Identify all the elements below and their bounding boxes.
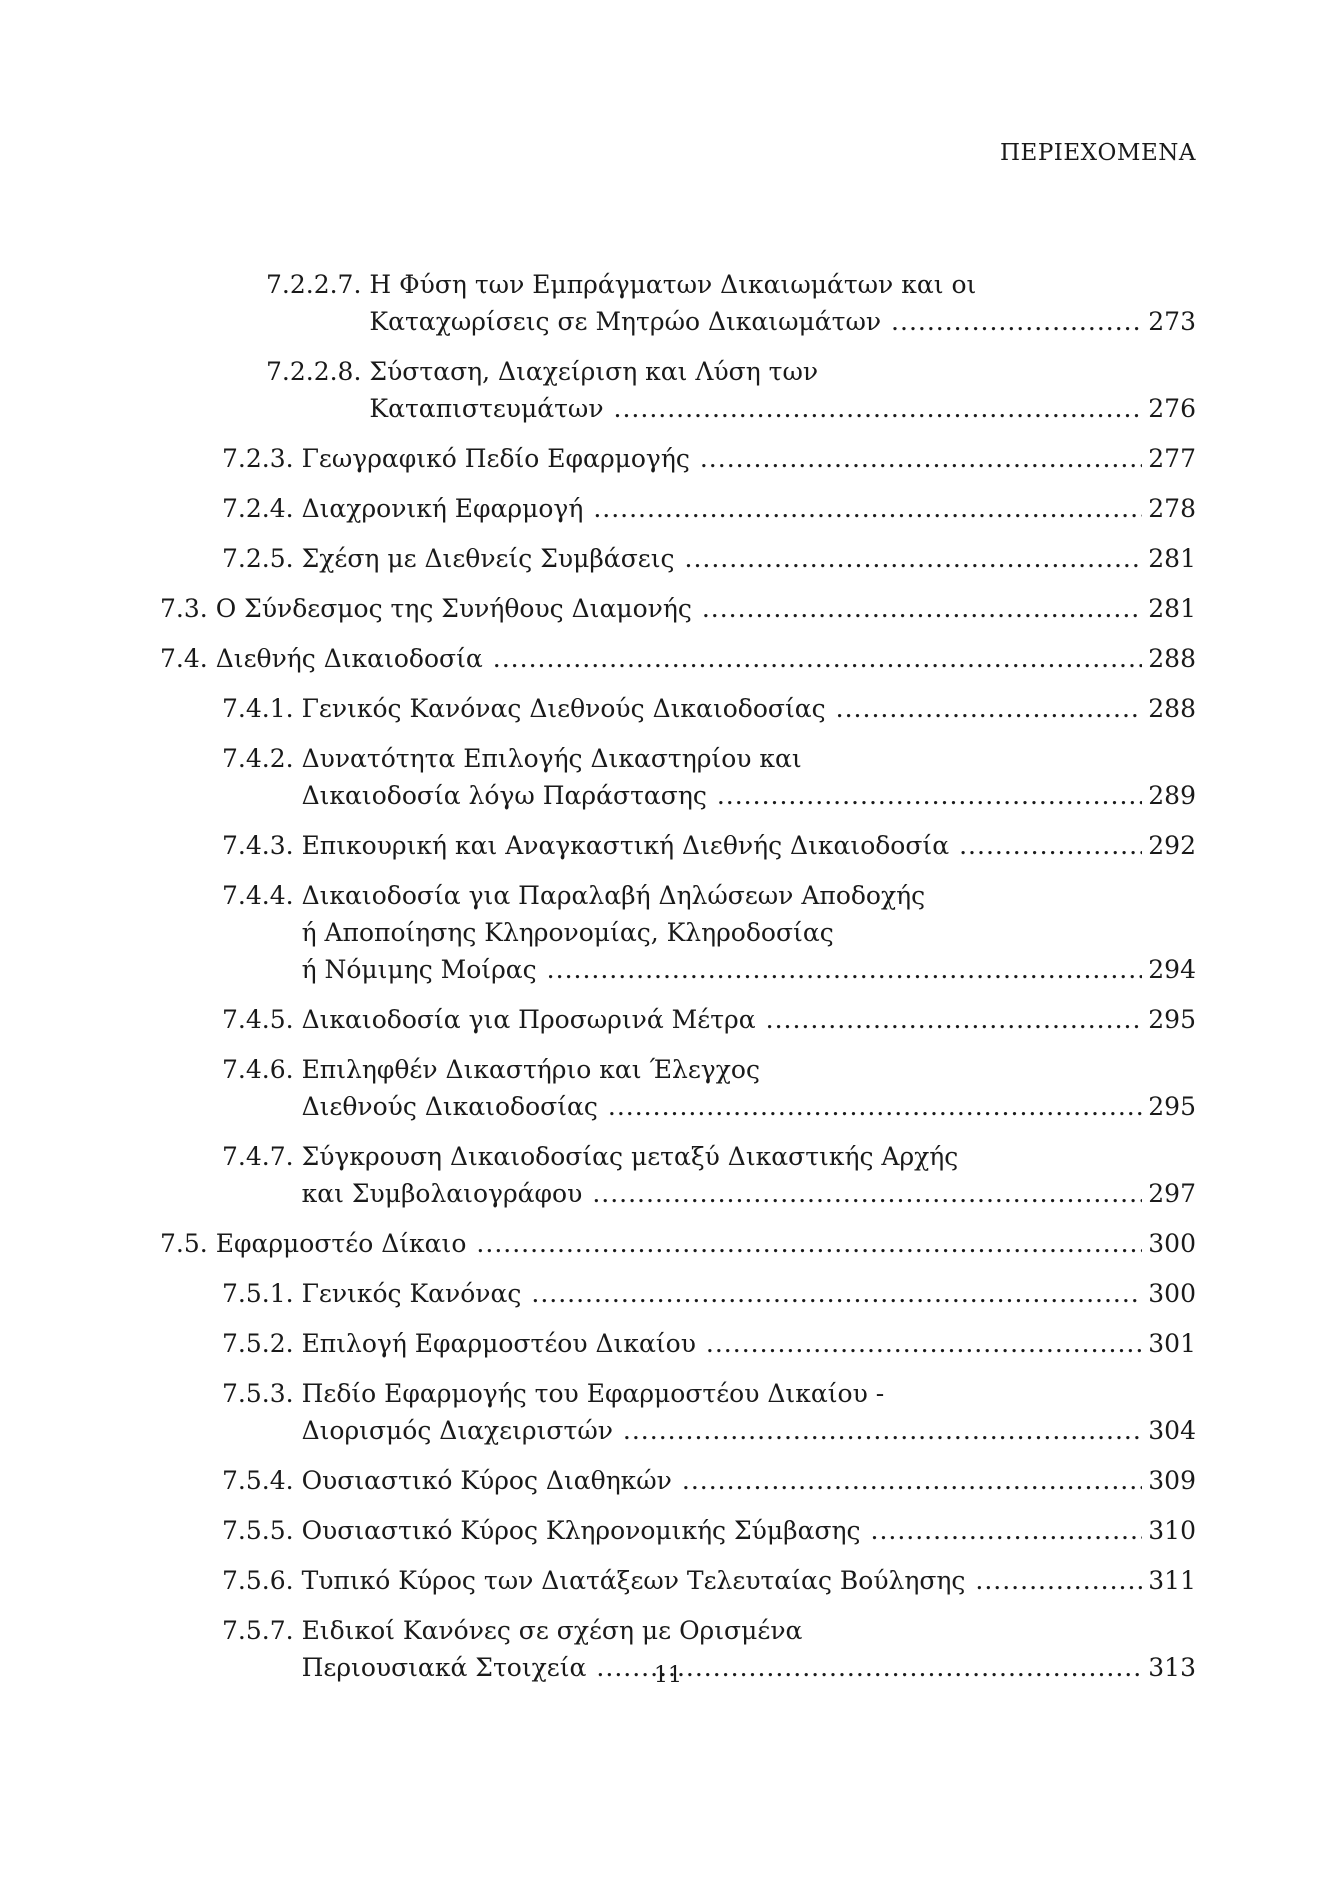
toc-entry-last-line — [302, 1088, 1196, 1125]
toc-entry-title-line: Διαχρονική Εφαρμογή — [301, 494, 584, 523]
toc-entry-number: 7.4. — [160, 644, 208, 673]
toc-entry-title — [302, 827, 1196, 864]
toc-entry-title-line: Ειδικοί Κανόνες σε σχέση με Ορισμένα — [301, 1616, 803, 1645]
toc-entry — [160, 540, 1196, 577]
toc-entry-title-line: Δικαιοδοσία λόγω Παράστασης — [301, 781, 707, 810]
running-header: ΠΕΡΙΕΧΟΜΕΝΑ — [999, 140, 1196, 166]
dot-leader — [766, 1001, 1143, 1038]
toc-entry-page: 288 — [1148, 644, 1196, 673]
toc-entry-page: 304 — [1148, 1416, 1196, 1445]
toc-entry-title-line: Καταχωρίσεις σε Μητρώο Δικαιωμάτων — [369, 307, 882, 336]
toc-entry-page: 277 — [1148, 444, 1196, 473]
toc-entry-last-line — [302, 490, 1196, 527]
toc-entry-last-line — [302, 827, 1196, 864]
toc-entry — [160, 877, 1196, 988]
toc-entry-page: 300 — [1148, 1229, 1196, 1258]
toc-entry-page: 273 — [1148, 307, 1196, 336]
toc-entry-number: 7.5.2. — [222, 1329, 294, 1358]
toc-entry-title — [302, 1325, 1196, 1362]
dot-leader — [493, 640, 1143, 677]
toc-entry-number: 7.5. — [160, 1229, 208, 1258]
toc-entry — [160, 640, 1196, 677]
toc-entry-title-line: Σύγκρουση Δικαιοδοσίας μεταξύ Δικαστικής Αρχής — [301, 1142, 959, 1171]
toc-entry-title-line: Γεωγραφικό Πεδίο Εφαρμογής — [301, 444, 690, 473]
toc-entry-title-line: Γενικός Κανόνας — [301, 1279, 522, 1308]
toc-entry-number: 7.4.6. — [222, 1055, 294, 1084]
dot-leader — [685, 540, 1143, 577]
toc-entry-page: 281 — [1148, 544, 1196, 573]
toc-entry-number: 7.5.1. — [222, 1279, 294, 1308]
toc-entry-number: 7.4.3. — [222, 831, 294, 860]
toc-entry — [160, 690, 1196, 727]
toc-entry-title — [302, 877, 1196, 988]
toc-entry — [160, 1275, 1196, 1312]
dot-leader — [959, 827, 1142, 864]
toc-entry-title-line: Εφαρμοστέο Δίκαιο — [215, 1229, 467, 1258]
toc-entry-title — [302, 1001, 1196, 1038]
toc-entry-page: 294 — [1148, 955, 1196, 984]
toc-entry-title — [216, 640, 1196, 677]
toc-entry-last-line — [302, 440, 1196, 477]
toc-entry — [160, 740, 1196, 814]
toc-entry-title-line: Επιλογή Εφαρμοστέου Δικαίου — [301, 1329, 696, 1358]
toc-entry-title — [302, 1375, 1196, 1449]
toc-entry-number: 7.5.5. — [222, 1516, 294, 1545]
toc-entry-page: 288 — [1148, 694, 1196, 723]
toc-entry-number: 7.5.7. — [222, 1616, 294, 1645]
toc-entry-title — [302, 1462, 1196, 1499]
dot-leader — [614, 390, 1143, 427]
toc-entry — [160, 1512, 1196, 1549]
toc-entry-title — [302, 1138, 1196, 1212]
toc-entry-number: 7.4.5. — [222, 1005, 294, 1034]
toc-entry-title-line: Πεδίο Εφαρμογής του Εφαρμοστέου Δικαίου - — [301, 1379, 885, 1408]
toc-entry-title — [302, 690, 1196, 727]
toc-entry-number: 7.3. — [160, 594, 208, 623]
dot-leader — [682, 1462, 1142, 1499]
toc-entry-title-line: Ο Σύνδεσμος της Συνήθους Διαμονής — [215, 594, 692, 623]
toc-entry-title-line: Δικαιοδοσία για Προσωρινά Μέτρα — [301, 1005, 756, 1034]
toc-entry-title-line: και Συμβολαιογράφου — [301, 1179, 583, 1208]
toc-entry-title — [302, 1562, 1196, 1599]
toc-entry-last-line — [302, 540, 1196, 577]
toc-entry-last-line — [216, 640, 1196, 677]
toc-entry — [160, 1225, 1196, 1262]
toc-entry-last-line — [369, 390, 1196, 427]
toc-entry-page: 292 — [1148, 831, 1196, 860]
toc-entry — [160, 827, 1196, 864]
toc-entry-page: 309 — [1148, 1466, 1196, 1495]
dot-leader — [592, 1175, 1142, 1212]
dot-leader — [623, 1412, 1142, 1449]
toc-entry — [160, 1375, 1196, 1449]
toc-entry-title — [302, 1275, 1196, 1312]
toc-entry-title-line: Τυπικό Κύρος των Διατάξεων Τελευταίας Βούλησης — [301, 1566, 966, 1595]
dot-leader — [702, 590, 1142, 627]
toc-entry-page: 310 — [1148, 1516, 1196, 1545]
toc-entry-number: 7.5.3. — [222, 1379, 294, 1408]
toc-entry — [160, 1138, 1196, 1212]
toc-entry-last-line — [302, 951, 1196, 988]
dot-leader — [608, 1088, 1142, 1125]
toc-entry — [160, 1001, 1196, 1038]
toc-entry-last-line — [369, 303, 1196, 340]
toc-entry-last-line — [302, 1512, 1196, 1549]
toc-entry-last-line — [302, 1412, 1196, 1449]
toc-entry — [160, 266, 1196, 340]
toc-entry-number: 7.4.4. — [222, 881, 294, 910]
toc-entry-title-line: Δικαιοδοσία για Παραλαβή Δηλώσεων Αποδοχής — [301, 881, 926, 910]
dot-leader — [891, 303, 1142, 340]
toc-entry-title-line: ή Νόμιμης Μοίρας — [301, 955, 537, 984]
toc-entry-number: 7.5.4. — [222, 1466, 294, 1495]
dot-leader — [593, 490, 1142, 527]
toc-entry-title-line: Επικουρική και Αναγκαστική Διεθνής Δικαιοδοσία — [301, 831, 950, 860]
toc-entry — [160, 353, 1196, 427]
toc-entry — [160, 490, 1196, 527]
toc-entry-page: 289 — [1148, 781, 1196, 810]
toc-entry-title — [302, 440, 1196, 477]
toc-entry-title-line: Γενικός Κανόνας Διεθνούς Δικαιοδοσίας — [301, 694, 826, 723]
toc-entry-title — [302, 540, 1196, 577]
toc-entry-page: 278 — [1148, 494, 1196, 523]
toc-entry-title-line: Διεθνούς Δικαιοδοσίας — [301, 1092, 598, 1121]
toc-entry — [160, 1051, 1196, 1125]
toc-entry-page: 313 — [1148, 1653, 1196, 1682]
toc-entry-number: 7.2.2.7. — [266, 270, 362, 299]
toc-entry-title — [216, 590, 1196, 627]
toc-entry-title-line: Περιουσιακά Στοιχεία — [301, 1653, 587, 1682]
toc-entry-number: 7.4.2. — [222, 744, 294, 773]
toc-entry — [160, 1325, 1196, 1362]
toc-entry-last-line — [302, 1325, 1196, 1362]
toc-entry-last-line — [302, 1175, 1196, 1212]
toc-entry-last-line — [302, 1275, 1196, 1312]
toc-entry-last-line — [216, 1225, 1196, 1262]
toc-entry-title-line: Σχέση με Διεθνείς Συμβάσεις — [301, 544, 675, 573]
toc-entry-title-line: Διορισμός Διαχειριστών — [301, 1416, 613, 1445]
toc-entry-title-line: Σύσταση, Διαχείριση και Λύση των — [369, 357, 819, 386]
toc-entry-last-line — [302, 777, 1196, 814]
toc-entry-title-line: Η Φύση των Εμπράγματων Δικαιωμάτων και οι — [369, 270, 977, 299]
toc-entry-title-line: Καταπιστευμάτων — [369, 394, 604, 423]
toc-entry-title-line: Ουσιαστικό Κύρος Κληρονομικής Σύμβασης — [301, 1516, 861, 1545]
toc-entry-page: 295 — [1148, 1005, 1196, 1034]
toc-entry-page: 297 — [1148, 1179, 1196, 1208]
toc-entry-title-line: Δυνατότητα Επιλογής Δικαστηρίου και — [301, 744, 802, 773]
toc-entry-title — [302, 1051, 1196, 1125]
dot-leader — [975, 1562, 1142, 1599]
toc-entry-title-line: Ουσιαστικό Κύρος Διαθηκών — [301, 1466, 672, 1495]
toc-entry-page: 300 — [1148, 1279, 1196, 1308]
toc-entry-number: 7.2.5. — [222, 544, 294, 573]
toc-entry-last-line — [302, 1001, 1196, 1038]
dot-leader — [547, 951, 1143, 988]
toc-entry-title-line: Επιληφθέν Δικαστήριο και Έλεγχος — [301, 1055, 760, 1084]
toc-entry-page: 295 — [1148, 1092, 1196, 1121]
toc-entry-last-line — [216, 590, 1196, 627]
toc-entry-page: 281 — [1148, 594, 1196, 623]
dot-leader — [706, 1325, 1142, 1362]
toc-entry-title-line: Διεθνής Δικαιοδοσία — [215, 644, 483, 673]
toc-entry-number: 7.2.2.8. — [266, 357, 362, 386]
dot-leader — [700, 440, 1142, 477]
dot-leader — [836, 690, 1143, 727]
toc-entry — [160, 1462, 1196, 1499]
toc-entry — [160, 590, 1196, 627]
toc-entry-number: 7.4.1. — [222, 694, 294, 723]
toc-entry-title — [369, 266, 1196, 340]
toc-entry-number: 7.2.3. — [222, 444, 294, 473]
toc-entry-title — [302, 740, 1196, 814]
toc-entry-title-line: ή Αποποίησης Κληρονομίας, Κληροδοσίας — [301, 918, 834, 947]
toc-entry-number: 7.5.6. — [222, 1566, 294, 1595]
toc-entry-last-line — [302, 690, 1196, 727]
toc-entry-page: 276 — [1148, 394, 1196, 423]
toc-entry — [160, 1562, 1196, 1599]
toc-entry-page: 311 — [1148, 1566, 1196, 1595]
toc-entry-title — [216, 1225, 1196, 1262]
toc-entry-number: 7.2.4. — [222, 494, 294, 523]
toc-entry-number: 7.4.7. — [222, 1142, 294, 1171]
toc-entry-title — [302, 490, 1196, 527]
toc-entry — [160, 440, 1196, 477]
toc-entry-title — [369, 353, 1196, 427]
table-of-contents — [160, 266, 1196, 1699]
dot-leader — [476, 1225, 1142, 1262]
toc-entry-page: 301 — [1148, 1329, 1196, 1358]
dot-leader — [717, 777, 1142, 814]
toc-entry-last-line — [302, 1562, 1196, 1599]
dot-leader — [871, 1512, 1143, 1549]
dot-leader — [531, 1275, 1142, 1312]
toc-entry-last-line — [302, 1462, 1196, 1499]
toc-entry-title — [302, 1512, 1196, 1549]
page-number: 11 — [654, 1663, 682, 1688]
